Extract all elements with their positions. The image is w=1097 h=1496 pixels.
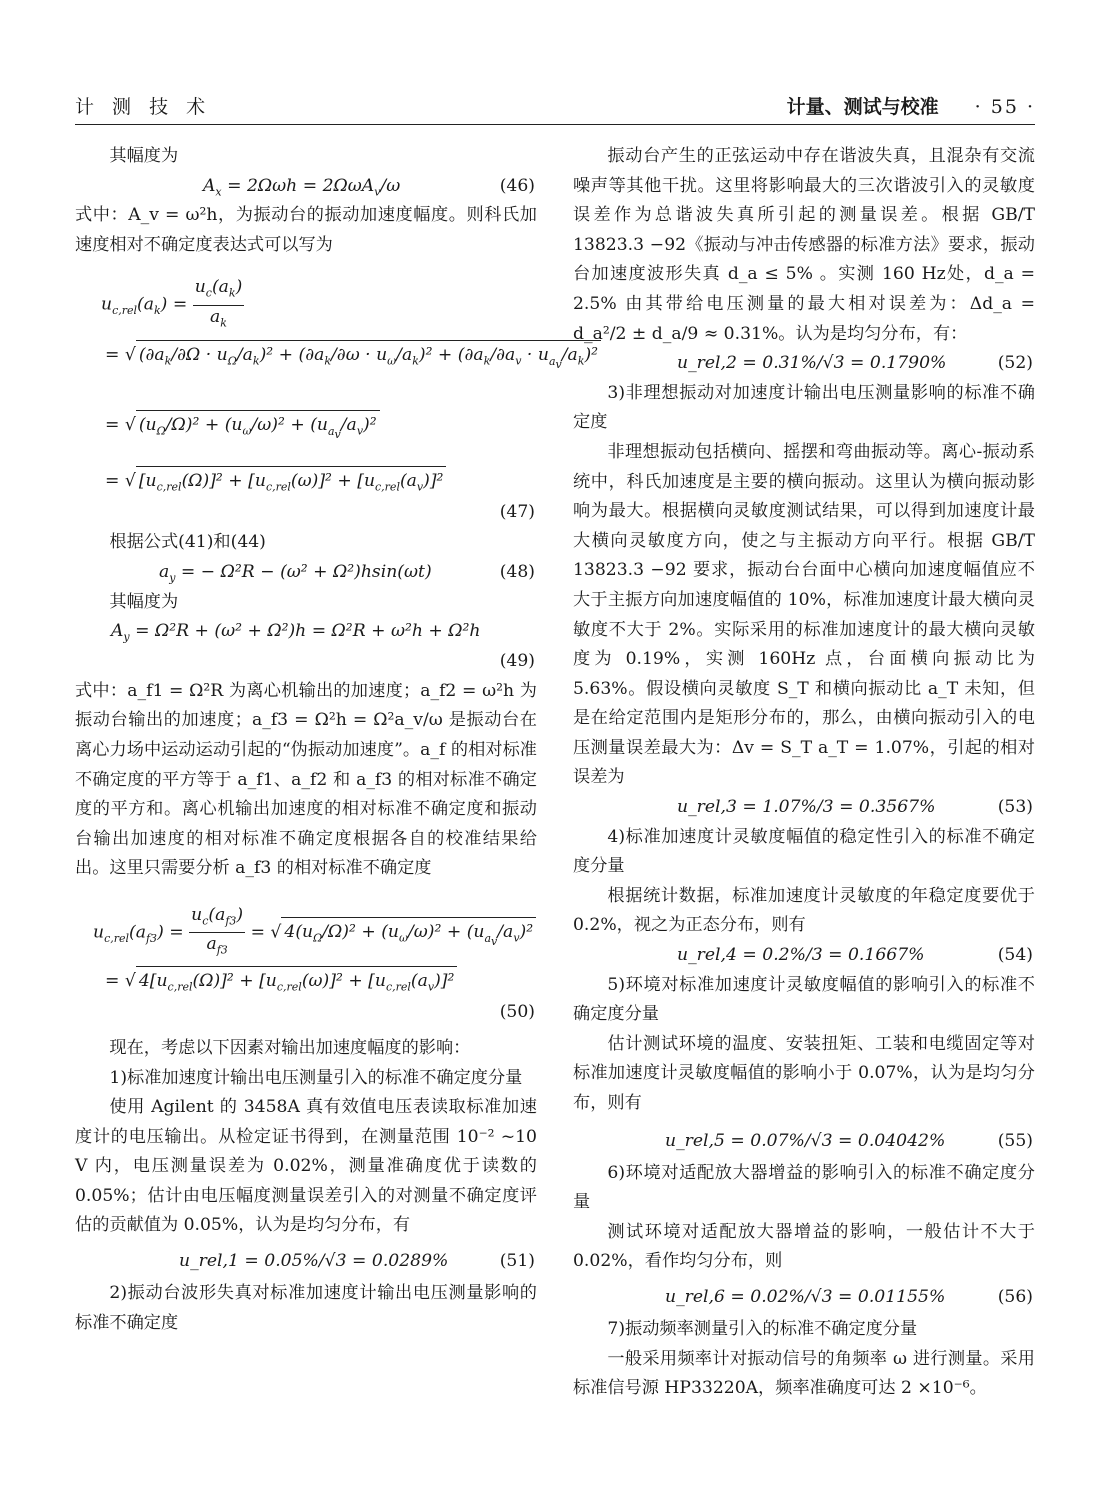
- left-column: [75, 142, 599, 1338]
- paragraph: 非理想振动包括横向、摇摆和弯曲振动等。离心-振动系统中，科氏加速度是主要的横向振动。这里认为横向振动影响为最大。根据横向灵敏度测试结果，可以得到加速度计最大横向灵敏度方向，使之与主振动方向平行。根据 GB/T 13823.3 −92 要求，振动台台面中心横向加速度幅值应不大于主振方向加速度幅值的 10%，标准加速度计最大横向灵敏度不大于 2%。实际采用的标准加速度计的最大横向灵敏度为 0.19%，实测 160Hz 点，台面横向振动比为 5.63%。假设横向灵敏度 S_T 和横向振动比 a_T 未知，但是在给定范围内是矩形分布的，那么，由横向振动引入的电压测量误差最大为：Δv = S_T a_T = 1.07%，引起的相对误差为: [573, 441, 1035, 788]
- paragraph: 2)振动台波形失真对标准加速度计输出电压测量影响的标准不确定度: [75, 1283, 537, 1333]
- paragraph: 6)环境对适配放大器增益的影响引入的标准不确定度分量: [573, 1162, 1035, 1213]
- paragraph: 其幅度为: [109, 591, 179, 612]
- equation-number: (49): [499, 650, 535, 671]
- paragraph: 1)标准加速度计输出电压测量引入的标准不确定度分量: [109, 1067, 523, 1088]
- equation-number: (46): [499, 175, 535, 196]
- paragraph: 7)振动频率测量引入的标准不确定度分量: [607, 1318, 918, 1339]
- equation-number: (50): [499, 1001, 535, 1022]
- paragraph: 式中：a_f1 = Ω²R 为离心机输出的加速度；a_f2 = ω²h 为振动台输出的加速度；a_f3 = Ω²h = Ω²a_v/ω 是振动台在离心力场中运动运动引起的“伪振动加速度”。a_f 的相对标准不确定度的平方等于 a_f1、a_f2 和 a_f3 的相对标准不确定度的平方和。离心机输出加速度的相对标准不确定度和振动台输出加速度的相对标准不确定度根据各自的校准结果给出。这里只需要分析 a_f3 的相对标准不确定度: [75, 680, 537, 879]
- equation-50: $u_{c,rel}(a_{f3})$ = $\frac{u_c(a_{f3})}{a_{f3}}$ = √ $4(u_\Omega/\Omega)^2 + (u_\omega/\omega)^2 + (u_{a_v}/a_v)^2$ = √ $4[u_{c,rel}(\Omega)]^2 + [u_{c,rel}(\omega)]^2 + [u_{c,rel}(a_v)]^2$ (50): [75, 884, 537, 1034]
- paragraph: 一般采用频率计对振动信号的角频率 ω 进行测量。采用标准信号源 HP33220A，频率准确度可达 2 ×10⁻⁶。: [573, 1348, 1035, 1399]
- paragraph: 式中：A_v = ω²h，为振动台的振动加速度幅度。则科氏加速度相对不确定度表达式可以写为: [75, 205, 537, 255]
- equation-46: $A_x = 2\Omega\omega h = 2\Omega\omega A_v/\omega$ (46): [75, 172, 537, 202]
- paragraph: 4)标准加速度计灵敏度幅值的稳定性引入的标准不确定度分量: [573, 826, 1035, 877]
- page-header: [75, 92, 1035, 125]
- equation-number: (53): [997, 797, 1033, 818]
- right-column: [573, 142, 1035, 1404]
- equation-number: (48): [499, 561, 535, 582]
- equation-51: u_rel,1 = 0.05%/√3 = 0.0289% (51): [75, 1241, 537, 1279]
- equation-56: u_rel,6 = 0.02%/√3 = 0.01155% (56): [573, 1277, 1035, 1315]
- paragraph: 根据公式(41)和(44): [109, 532, 266, 553]
- equation-55: u_rel,5 = 0.07%/√3 = 0.04042% (55): [573, 1119, 1035, 1159]
- equation-52: u_rel,2 = 0.31%/√3 = 0.1790% (52): [573, 349, 1035, 379]
- paragraph: 5)环境对标准加速度计灵敏度幅值的影响引入的标准不确定度分量: [573, 974, 1035, 1025]
- paragraph: 其幅度为: [109, 146, 179, 166]
- equation-53: u_rel,3 = 1.07%/3 = 0.3567% (53): [573, 793, 1035, 823]
- equation-49: $A_y = \Omega^2R + (\omega^2 + \Omega^2)h = \Omega^2R + \omega^2h + \Omega^2h$: [111, 621, 481, 644]
- equation-number: (52): [997, 353, 1033, 374]
- equation-47: $u_{c,rel}(a_k)$ = $\frac{u_c(a_k)}{a_k}$ = √ $(\partial a_k/\partial\Omega \cdot u_\Omega/a_k)^2 + (\partial a_k/\partial\omega \cdot u_\omega/a_k)^2 + (\partial a_k/\partial a_v \cdot u_{a_v}/a_k)^2$ = √ $(u_\Omega/\Omega)^2 + (u_\omega/\omega)^2 + (u_{a_v}/a_v)^2$ = √ $[u_{c,rel}(\Omega)]^2 + [u_{c,rel}(\omega)]^2 + [u_{c,rel}(a_v)]^2$ (47): [75, 260, 537, 528]
- equation-number: (54): [997, 945, 1033, 966]
- paragraph: 现在，考虑以下因素对输出加速度幅度的影响：: [109, 1037, 471, 1058]
- equation-number: (47): [499, 502, 535, 523]
- equation-number: (55): [997, 1130, 1033, 1151]
- equation-49-number-row: [75, 647, 537, 677]
- paragraph: 3)非理想振动对加速度计输出电压测量影响的标准不确定度: [573, 382, 1035, 433]
- equation-48: $a_y$ = − Ω²R − (ω² + Ω²)hsin(ωt) (48): [75, 558, 537, 588]
- page-number: · 55 ·: [974, 96, 1035, 118]
- equation-54: u_rel,4 = 0.2%/3 = 0.1667% (54): [573, 941, 1035, 971]
- paragraph: 估计测试环境的温度、安装扭矩、工装和电缆固定等对标准加速度计灵敏度幅值的影响小于 0.07%，认为是均匀分布，则有: [573, 1033, 1035, 1113]
- paragraph: 振动台产生的正弦运动中存在谐波失真，且混杂有交流噪声等其他干扰。这里将影响最大的三次谐波引入的灵敏度误差作为总谐波失真所引起的测量误差。根据 GB/T 13823.3 −92《振动与冲击传感器的标准方法》要求，振动台加速度波形失真 d_a ≤ 5% 。实测 160 Hz处，d_a = 2.5% 由其带给电压测量的最大相对误差为：Δd_a = d_a²/2 ± d_a/9 ≈ 0.31%。认为是均匀分布，有：: [573, 146, 1035, 344]
- paragraph: 使用 Agilent 的 3458A 真有效值电压表读取标准加速度计的电压输出。从检定证书得到，在测量范围 10⁻² ~10 V 内，电压测量误差为 0.02%，测量准确度优于读数的 0.05%；估计由电压幅度测量误差引入的对测量不确定度评估的贡献值为 0.05%，认为是均匀分布，有: [75, 1097, 537, 1236]
- equation-number: (51): [499, 1251, 535, 1272]
- section-title: [787, 92, 1035, 119]
- equation-number: (56): [997, 1286, 1033, 1307]
- paragraph: 根据统计数据，标准加速度计灵敏度的年稳定度要优于 0.2%，视之为正态分布，则有: [573, 885, 1035, 936]
- section-name: 计量、测试与校准: [786, 96, 939, 118]
- paragraph: 测试环境对适配放大器增益的影响，一般估计不大于 0.02%，看作均匀分布，则: [573, 1221, 1035, 1272]
- journal-name: 计 测 技 术: [75, 96, 212, 118]
